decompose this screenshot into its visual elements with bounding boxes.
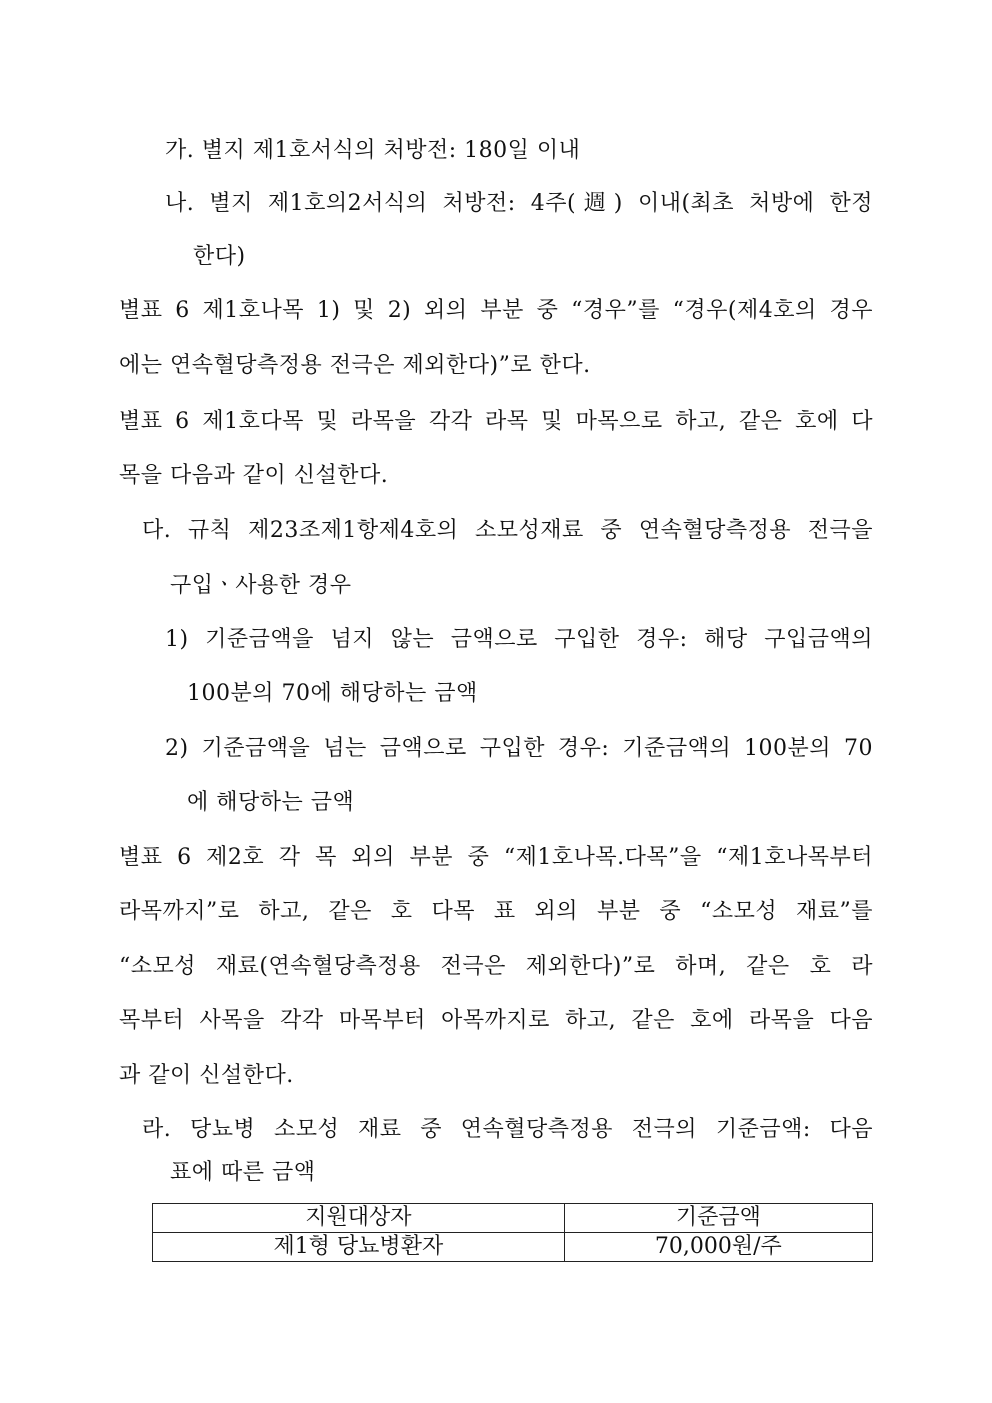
item-na-continued: 한다)	[193, 244, 246, 269]
amendment-paragraph-3-line3: “소모성 재료(연속혈당측정용 전극은 제외한다)”로 하며, 같은 호 라	[119, 954, 873, 979]
amendment-paragraph-3: 별표 6 제2호 각 목 외의 부분 중 “제1호나목.다목”을 “제1호나목부터	[119, 845, 873, 870]
item-na-prescription-4weeks: 나. 별지 제1호의2서식의 처방전: 4주(週) 이내(최초 처방에 한정	[165, 191, 873, 216]
table-header-row	[153, 1204, 873, 1233]
table-cell: 70,000원/주	[564, 1233, 872, 1262]
amendment-paragraph-3-line2: 라목까지”로 하고, 같은 호 다목 표 외의 부분 중 “소모성 재료”를	[119, 899, 873, 924]
subitem-1-under-standard: 1) 기준금액을 넘지 않는 금액으로 구입한 경우: 해당 구입금액의	[165, 627, 873, 652]
subitem-2-cont: 에 해당하는 금액	[187, 790, 355, 815]
amendment-paragraph-1: 별표 6 제1호나목 1) 및 2) 외의 부분 중 “경우”를 “경우(제4호의 경우	[119, 298, 873, 323]
table-header-cell: 지원대상자	[153, 1204, 565, 1233]
item-ra-cont: 표에 따른 금액	[170, 1160, 316, 1185]
amendment-paragraph-2: 별표 6 제1호다목 및 라목을 각각 라목 및 마목으로 하고, 같은 호에 다	[119, 409, 873, 434]
item-ga-prescription-180: 가. 별지 제1호서식의 처방전: 180일 이내	[165, 138, 581, 163]
item-ra-standard-amount: 라. 당뇨병 소모성 재료 중 연속혈당측정용 전극의 기준금액: 다음	[142, 1117, 873, 1142]
item-da-cont: 구입ㆍ사용한 경우	[170, 573, 352, 598]
table-header-cell: 기준금액	[564, 1204, 872, 1233]
table-row	[153, 1233, 873, 1262]
standard-amount-table	[152, 1203, 873, 1262]
subitem-2-over-standard: 2) 기준금액을 넘는 금액으로 구입한 경우: 기준금액의 100분의 70	[165, 736, 873, 761]
amendment-paragraph-1-cont: 에는 연속혈당측정용 전극은 제외한다)”로 한다.	[119, 353, 591, 378]
item-da-cgm-electrode: 다. 규칙 제23조제1항제4호의 소모성재료 중 연속혈당측정용 전극을	[142, 518, 873, 543]
subitem-1-cont: 100분의 70에 해당하는 금액	[187, 681, 478, 706]
amendment-paragraph-3-line4: 목부터 사목을 각각 마목부터 아목까지로 하고, 같은 호에 라목을 다음	[119, 1008, 873, 1033]
table-cell: 제1형 당뇨병환자	[153, 1233, 565, 1262]
amendment-paragraph-3-line5: 과 같이 신설한다.	[119, 1063, 294, 1088]
amendment-paragraph-2-cont: 목을 다음과 같이 신설한다.	[119, 463, 389, 488]
